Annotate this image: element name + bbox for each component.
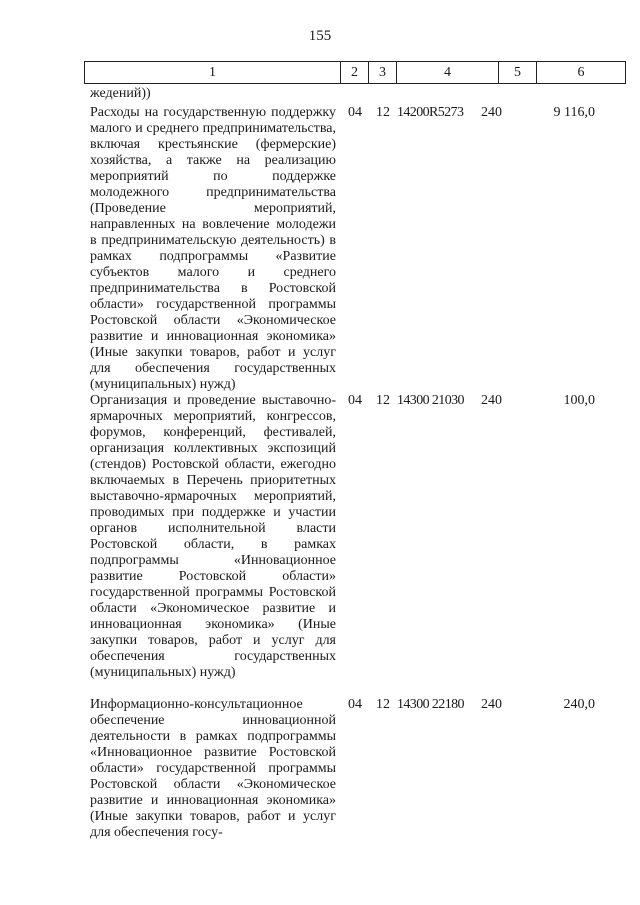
row-amount: 240,0 <box>563 697 595 712</box>
header-col-6: 6 <box>537 62 626 84</box>
row-target-article: 14200R5273 <box>397 105 464 120</box>
table-header <box>84 61 626 84</box>
row-description: Информационно-консультационное обеспечение инновационной деятельности в рамках подпрограммы «Инновационное развитие Ростовской области» государственной программы Ростовской области «Экономическое развитие и инновационная экономика» (Иные закупки товаров, работ и услуг для обеспечения госу- <box>90 697 336 840</box>
row-expense-type: 240 <box>481 105 502 120</box>
row-target-article: 14300 22180 <box>397 697 464 712</box>
header-col-1: 1 <box>85 62 341 84</box>
header-col-4: 4 <box>397 62 499 84</box>
row-expense-type: 240 <box>481 697 502 712</box>
continuation-text: жедений)) <box>90 86 151 101</box>
row-description: Расходы на государственную поддержку малого и среднего предпринимательства, включая крестьянские (фермерские) хозяйства, а также на реализацию мероприятий по поддержке молодежного предпринимательства (Проведение мероприятий, направленных на вовлечение молодежи в предпринимательскую деятельность) в рамках подпрограммы «Развитие субъектов малого и среднего предпринимательства в Ростовской области» государственной программы Ростовской области «Экономическое развитие и инновационная экономика» (Иные закупки товаров, работ и услуг для обеспечения государственных (муниципальных) нужд) <box>90 105 336 392</box>
row-amount: 9 116,0 <box>553 105 595 120</box>
row-subsection-code: 12 <box>376 105 390 120</box>
row-subsection-code: 12 <box>376 697 390 712</box>
header-col-3: 3 <box>369 62 397 84</box>
row-amount: 100,0 <box>563 393 595 408</box>
row-expense-type: 240 <box>481 393 502 408</box>
row-section-code: 04 <box>348 697 362 712</box>
row-target-article: 14300 21030 <box>397 393 464 408</box>
row-section-code: 04 <box>348 105 362 120</box>
header-col-5: 5 <box>499 62 537 84</box>
header-row <box>85 62 626 84</box>
page-number: 155 <box>308 28 332 44</box>
row-subsection-code: 12 <box>376 393 390 408</box>
header-col-2: 2 <box>341 62 369 84</box>
row-section-code: 04 <box>348 393 362 408</box>
row-description: Организация и проведение выставочно-ярмарочных мероприятий, конгрессов, форумов, конференций, фестивалей, организация коллективных экспозиций (стендов) Ростовской области, ежегодно включаемых в Перечень приоритетных выставочно-ярмарочных мероприятий, проводимых при поддержке и участии органов исполнительной власти Ростовской области, в рамках подпрограммы «Инновационное развитие Ростовской области» государственной программы Ростовской области «Экономическое развитие и инновационная экономика» (Иные закупки товаров, работ и услуг для обеспечения государственных (муниципальных) нужд) <box>90 393 336 680</box>
